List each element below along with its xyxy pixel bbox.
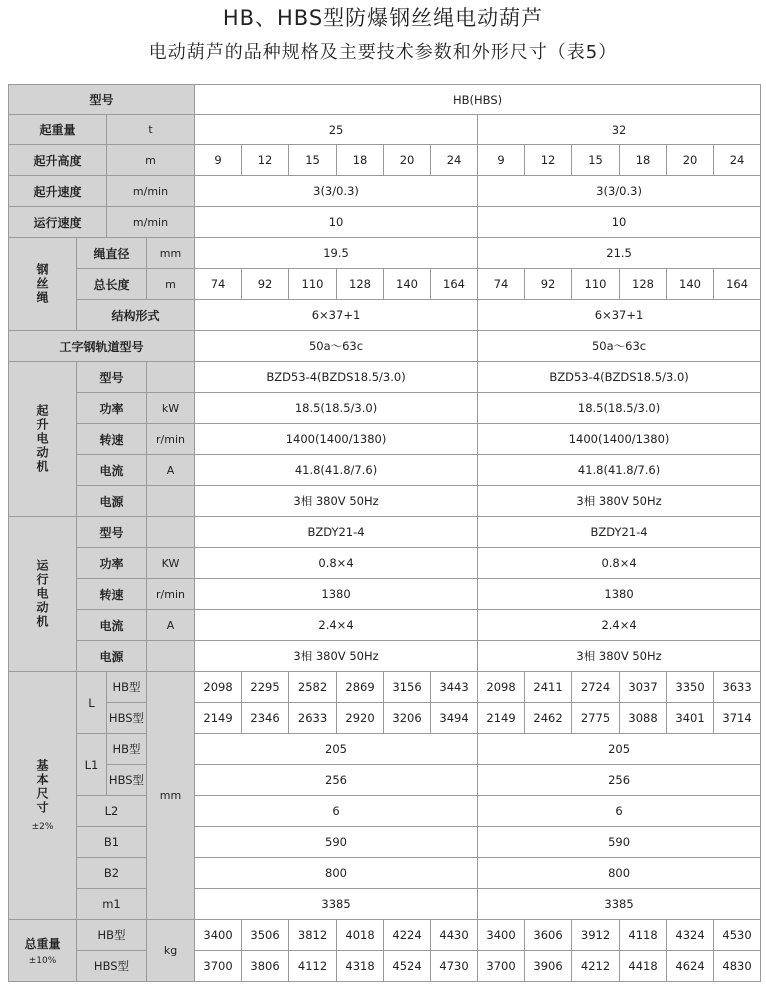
rope-length-cap32: 128 [620,269,667,300]
structure-cap25: 6×37+1 [195,300,478,331]
L-hb-cap32: 3633 [714,672,761,703]
unit-kg: kg [147,920,195,982]
lift-height-cap25: 15 [289,145,337,176]
model-value: HB(HBS) [195,85,761,115]
label-travel-m_speed: 转速 [77,579,147,610]
label-lift-motor: 起升电动机 [9,362,77,517]
label-basic-dimensions [9,672,77,920]
rope-length-cap25: 140 [384,269,431,300]
travel-speed-cap25: 10 [195,207,478,238]
label-model: 型号 [9,85,195,115]
L-hbs-cap25: 2633 [289,703,337,734]
weight-hbs-cap32: 4830 [714,951,761,982]
L-hbs-cap32: 3401 [667,703,714,734]
weight-hb-cap25: 4430 [431,920,478,951]
weight-hbs-cap25: 3806 [242,951,289,982]
rope-length-cap32: 110 [572,269,620,300]
label-lift-m_speed: 转速 [77,424,147,455]
label-m1: m1 [77,889,147,920]
rope-length-cap32: 92 [525,269,572,300]
unit: mm [147,238,195,269]
unit: kW [147,393,195,424]
lift-height-cap25: 20 [384,145,431,176]
lift-motor-m_supply-cap25: 3相 380V 50Hz [195,486,478,517]
L-hb-cap25: 2295 [242,672,289,703]
L-hb-cap25: 3443 [431,672,478,703]
lift-height-cap25: 9 [195,145,242,176]
rail-cap32: 50a～63c [478,331,761,362]
L-hb-cap25: 3156 [384,672,431,703]
dim-L2-cap25: 6 [195,796,478,827]
L-hb-cap32: 2411 [525,672,572,703]
unit [147,641,195,672]
travel-motor-m_model-cap32: BZDY21-4 [478,517,761,548]
label-capacity: 起重量 [9,115,107,145]
travel-motor-m_speed-cap25: 1380 [195,579,478,610]
L-hbs-cap25: 2149 [195,703,242,734]
lift-height-cap32: 18 [620,145,667,176]
travel-motor-m_supply-cap32: 3相 380V 50Hz [478,641,761,672]
weight-hbs-cap25: 3700 [195,951,242,982]
L1-hb-cap25: 205 [195,734,478,765]
L-hb-cap32: 2098 [478,672,525,703]
rope-length-cap25: 164 [431,269,478,300]
unit [147,486,195,517]
L-hb-cap32: 2724 [572,672,620,703]
label-travel-m_current: 电流 [77,610,147,641]
weight-hb-cap32: 4324 [667,920,714,951]
weight-hbs-cap25: 4524 [384,951,431,982]
label-rail: 工字钢轨道型号 [9,331,195,362]
unit [147,362,195,393]
weight-hbs-cap25: 4318 [337,951,384,982]
L-hb-cap25: 2869 [337,672,384,703]
rope-dia-cap25: 19.5 [195,238,478,269]
L-hbs-cap32: 2149 [478,703,525,734]
rope-length-cap25: 128 [337,269,384,300]
rope-dia-cap32: 21.5 [478,238,761,269]
label-travel-m_supply: 电源 [77,641,147,672]
unit: A [147,610,195,641]
label-lift-speed: 起升速度 [9,176,107,207]
unit: KW [147,548,195,579]
L-hbs-cap25: 2346 [242,703,289,734]
lift-motor-m_supply-cap32: 3相 380V 50Hz [478,486,761,517]
label-lift-m_power: 功率 [77,393,147,424]
label-lift-m_model: 型号 [77,362,147,393]
lift-height-cap25: 12 [242,145,289,176]
label-L: L [77,672,107,734]
L-hbs-cap32: 2775 [572,703,620,734]
L-hbs-cap25: 3494 [431,703,478,734]
dim-B1-cap32: 590 [478,827,761,858]
unit: r/min [147,579,195,610]
L-hbs-cap25: 2920 [337,703,384,734]
label-rope: 钢丝绳 [9,238,77,331]
weight-hb-cap32: 4118 [620,920,667,951]
capacity-cap25: 25 [195,115,478,145]
unit: m/min [107,207,195,238]
lift-motor-m_speed-cap32: 1400(1400/1380) [478,424,761,455]
unit: t [107,115,195,145]
rope-length-cap32: 74 [478,269,525,300]
lift-height-cap32: 12 [525,145,572,176]
lift-motor-m_power-cap25: 18.5(18.5/3.0) [195,393,478,424]
weight-tolerance: ±10% [28,956,57,966]
label-travel-m_power: 功率 [77,548,147,579]
lift-height-cap32: 9 [478,145,525,176]
structure-cap32: 6×37+1 [478,300,761,331]
unit: m [107,145,195,176]
L-hbs-cap32: 3088 [620,703,667,734]
label-total-weight [9,920,77,982]
rope-length-cap25: 92 [242,269,289,300]
spec-table [8,84,761,982]
label-structure: 结构形式 [77,300,195,331]
L-hbs-cap32: 2462 [525,703,572,734]
travel-motor-m_model-cap25: BZDY21-4 [195,517,478,548]
dim-B2-cap25: 800 [195,858,478,889]
travel-speed-cap32: 10 [478,207,761,238]
rope-length-cap32: 164 [714,269,761,300]
label-B2: B2 [77,858,147,889]
label-hbs: HBS型 [107,703,147,734]
lift-motor-m_speed-cap25: 1400(1400/1380) [195,424,478,455]
spec-table-body [9,85,761,982]
weight-hbs-cap32: 4418 [620,951,667,982]
L1-hb-cap32: 205 [478,734,761,765]
L-hb-cap32: 3037 [620,672,667,703]
total-weight-label: 总重量 [24,937,61,951]
lift-motor-m_model-cap32: BZD53-4(BZDS18.5/3.0) [478,362,761,393]
weight-hb-cap32: 3400 [478,920,525,951]
L1-hbs-cap25: 256 [195,765,478,796]
label-hb: HB型 [107,672,147,703]
label-hb: HB型 [77,920,147,951]
rope-length-cap25: 74 [195,269,242,300]
lift-speed-cap32: 3(3/0.3) [478,176,761,207]
weight-hb-cap25: 3506 [242,920,289,951]
weight-hb-cap25: 3400 [195,920,242,951]
label-travel-motor: 运行电动机 [9,517,77,672]
unit: m/min [107,176,195,207]
L-hb-cap32: 3350 [667,672,714,703]
rope-length-cap25: 110 [289,269,337,300]
weight-hb-cap32: 3912 [572,920,620,951]
weight-hbs-cap32: 3700 [478,951,525,982]
L-hbs-cap25: 3206 [384,703,431,734]
lift-height-cap32: 20 [667,145,714,176]
label-travel-speed: 运行速度 [9,207,107,238]
lift-motor-m_model-cap25: BZD53-4(BZDS18.5/3.0) [195,362,478,393]
travel-motor-m_power-cap25: 0.8×4 [195,548,478,579]
weight-hbs-cap32: 3906 [525,951,572,982]
lift-speed-cap25: 3(3/0.3) [195,176,478,207]
unit-mm: mm [147,672,195,920]
label-lift-height: 起升高度 [9,145,107,176]
unit: m [147,269,195,300]
lift-motor-m_current-cap25: 41.8(41.8/7.6) [195,455,478,486]
page-subtitle: 电动葫芦的品种规格及主要技术参数和外形尺寸（表5） [148,42,618,63]
label-travel-m_model: 型号 [77,517,147,548]
weight-hb-cap25: 4018 [337,920,384,951]
weight-hb-cap32: 4530 [714,920,761,951]
label-B1: B1 [77,827,147,858]
rope-length-cap32: 140 [667,269,714,300]
capacity-cap32: 32 [478,115,761,145]
rail-cap25: 50a～63c [195,331,478,362]
lift-height-cap25: 18 [337,145,384,176]
label-lift-m_current: 电流 [77,455,147,486]
basic-dim-tolerance: ±2% [31,822,54,832]
unit [147,517,195,548]
dim-m1-cap25: 3385 [195,889,478,920]
lift-height-cap25: 24 [431,145,478,176]
label-hbs: HBS型 [77,951,147,982]
travel-motor-m_speed-cap32: 1380 [478,579,761,610]
L-hbs-cap32: 3714 [714,703,761,734]
lift-height-cap32: 15 [572,145,620,176]
label-hb: HB型 [107,734,147,765]
weight-hb-cap25: 3812 [289,920,337,951]
dim-B1-cap25: 590 [195,827,478,858]
lift-motor-m_power-cap32: 18.5(18.5/3.0) [478,393,761,424]
label-lift-m_supply: 电源 [77,486,147,517]
basic-dim-label: 基本尺寸 [35,759,49,815]
label-rope-dia: 绳直径 [77,238,147,269]
label-L1: L1 [77,734,107,796]
unit: r/min [147,424,195,455]
weight-hb-cap32: 3606 [525,920,572,951]
label-hbs: HBS型 [107,765,147,796]
weight-hbs-cap32: 4624 [667,951,714,982]
L-hb-cap25: 2098 [195,672,242,703]
dim-B2-cap32: 800 [478,858,761,889]
weight-hbs-cap32: 4212 [572,951,620,982]
unit: A [147,455,195,486]
L-hb-cap25: 2582 [289,672,337,703]
page-title: HB、HBS型防爆钢丝绳电动葫芦 [222,6,544,30]
weight-hb-cap25: 4224 [384,920,431,951]
travel-motor-m_supply-cap25: 3相 380V 50Hz [195,641,478,672]
label-L2: L2 [77,796,147,827]
weight-hbs-cap25: 4112 [289,951,337,982]
travel-motor-m_power-cap32: 0.8×4 [478,548,761,579]
dim-L2-cap32: 6 [478,796,761,827]
weight-hbs-cap25: 4730 [431,951,478,982]
L1-hbs-cap32: 256 [478,765,761,796]
lift-motor-m_current-cap32: 41.8(41.8/7.6) [478,455,761,486]
travel-motor-m_current-cap25: 2.4×4 [195,610,478,641]
dim-m1-cap32: 3385 [478,889,761,920]
travel-motor-m_current-cap32: 2.4×4 [478,610,761,641]
label-total-length: 总长度 [77,269,147,300]
lift-height-cap32: 24 [714,145,761,176]
